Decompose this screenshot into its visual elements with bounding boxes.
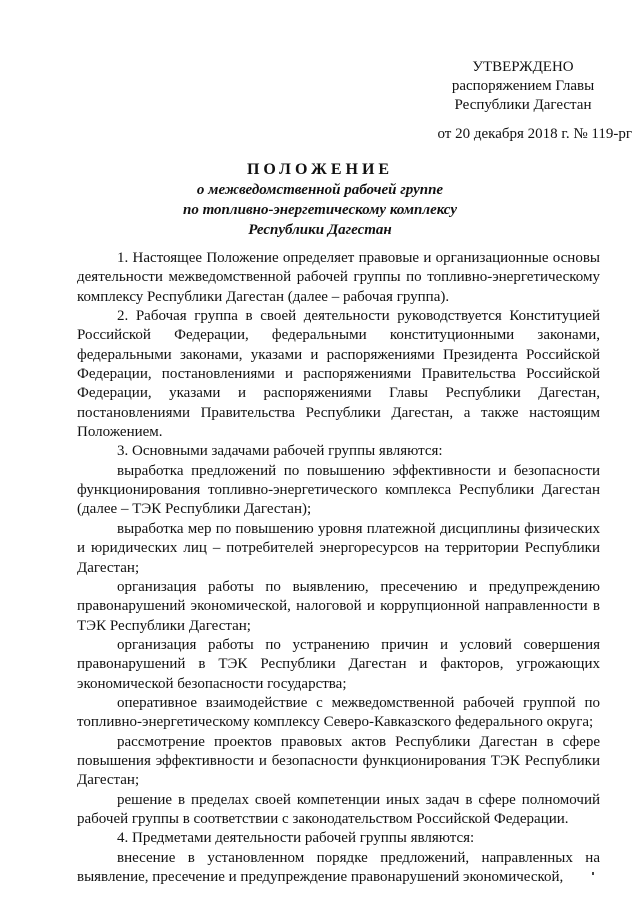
document-title	[40, 160, 600, 240]
approval-region: Республики Дагестан	[454, 97, 592, 113]
paragraph: организация работы по выявлению, пресечению и предупреждению правонарушений экономической, налоговой и коррупционной направленности в ТЭК Республики Дагестан;	[77, 578, 600, 634]
paragraph: 1. Настоящее Положение определяет правовые и организационные основы деятельности межведомственной рабочей группы по топливно-энергетическому комплексу Республики Дагестан (далее – рабочая группа).	[77, 250, 600, 305]
paragraph: 3. Основными задачами рабочей группы являются:	[117, 443, 443, 460]
paragraph: выработка предложений по повышению эффективности и безопасности функционирования топливно-энергетического комплекса Республики Дагестан (далее – ТЭК Республики Дагестан);	[77, 462, 600, 518]
title-line-3: Республики Дагестан	[248, 222, 392, 238]
paragraph: внесение в установленном порядке предложений, направленных на выявление, пресечение и предупреждение правонарушений экономической,	[77, 849, 600, 885]
scan-speck	[592, 872, 594, 875]
paragraph: выработка мер по повышению уровня платежной дисциплины физических и юридических лиц – потребителей энергоресурсов на территории Республики Дагестан;	[77, 520, 600, 576]
paragraph: 2. Рабочая группа в своей деятельности руководствуется Конституцией Российской Федерации, федеральными конституционными законами, федеральными законами, указами и распоряжениями Президента Российской Федерации, постановлениями и распоряжениями Правительства Российской Федерации, указами и распоряжениями Главы Республики Дагестан, постановлениями Правительства Республики Дагестан, а также настоящим Положением.	[77, 308, 600, 441]
approval-title: УТВЕРЖДЕНО	[472, 59, 574, 75]
paragraph: оперативное взаимодействие с межведомственной рабочей группой по топливно-энергетическому комплексу Северо-Кавказского федерального округа;	[77, 694, 600, 731]
title-line-1: о межведомственной рабочей группе	[196, 182, 444, 198]
approval-date: от 20 декабря 2018 г. № 119-рг	[437, 126, 632, 142]
paragraph: рассмотрение проектов правовых актов Республики Дагестан в сфере повышения эффективности и безопасности функционирования ТЭК Республики Дагестан;	[77, 733, 600, 789]
approval-stamp	[410, 58, 636, 144]
paragraph: организация работы по устранению причин и условий совершения правонарушений в ТЭК Республики Дагестан и факторов, угрожающих экономической безопасности государства;	[77, 636, 600, 692]
paragraph: 4. Предметами деятельности рабочей группы являются:	[117, 830, 475, 847]
paragraph: решение в пределах своей компетенции иных задач в сфере полномочий рабочей группы в соответствии с законодательством Российской Федерации.	[77, 791, 600, 827]
approval-authority: распоряжением Главы	[451, 78, 595, 94]
document-body	[77, 249, 600, 887]
title-heading: ПОЛОЖЕНИЕ	[246, 161, 394, 178]
title-line-2: по топливно-энергетическому комплексу	[183, 202, 457, 218]
